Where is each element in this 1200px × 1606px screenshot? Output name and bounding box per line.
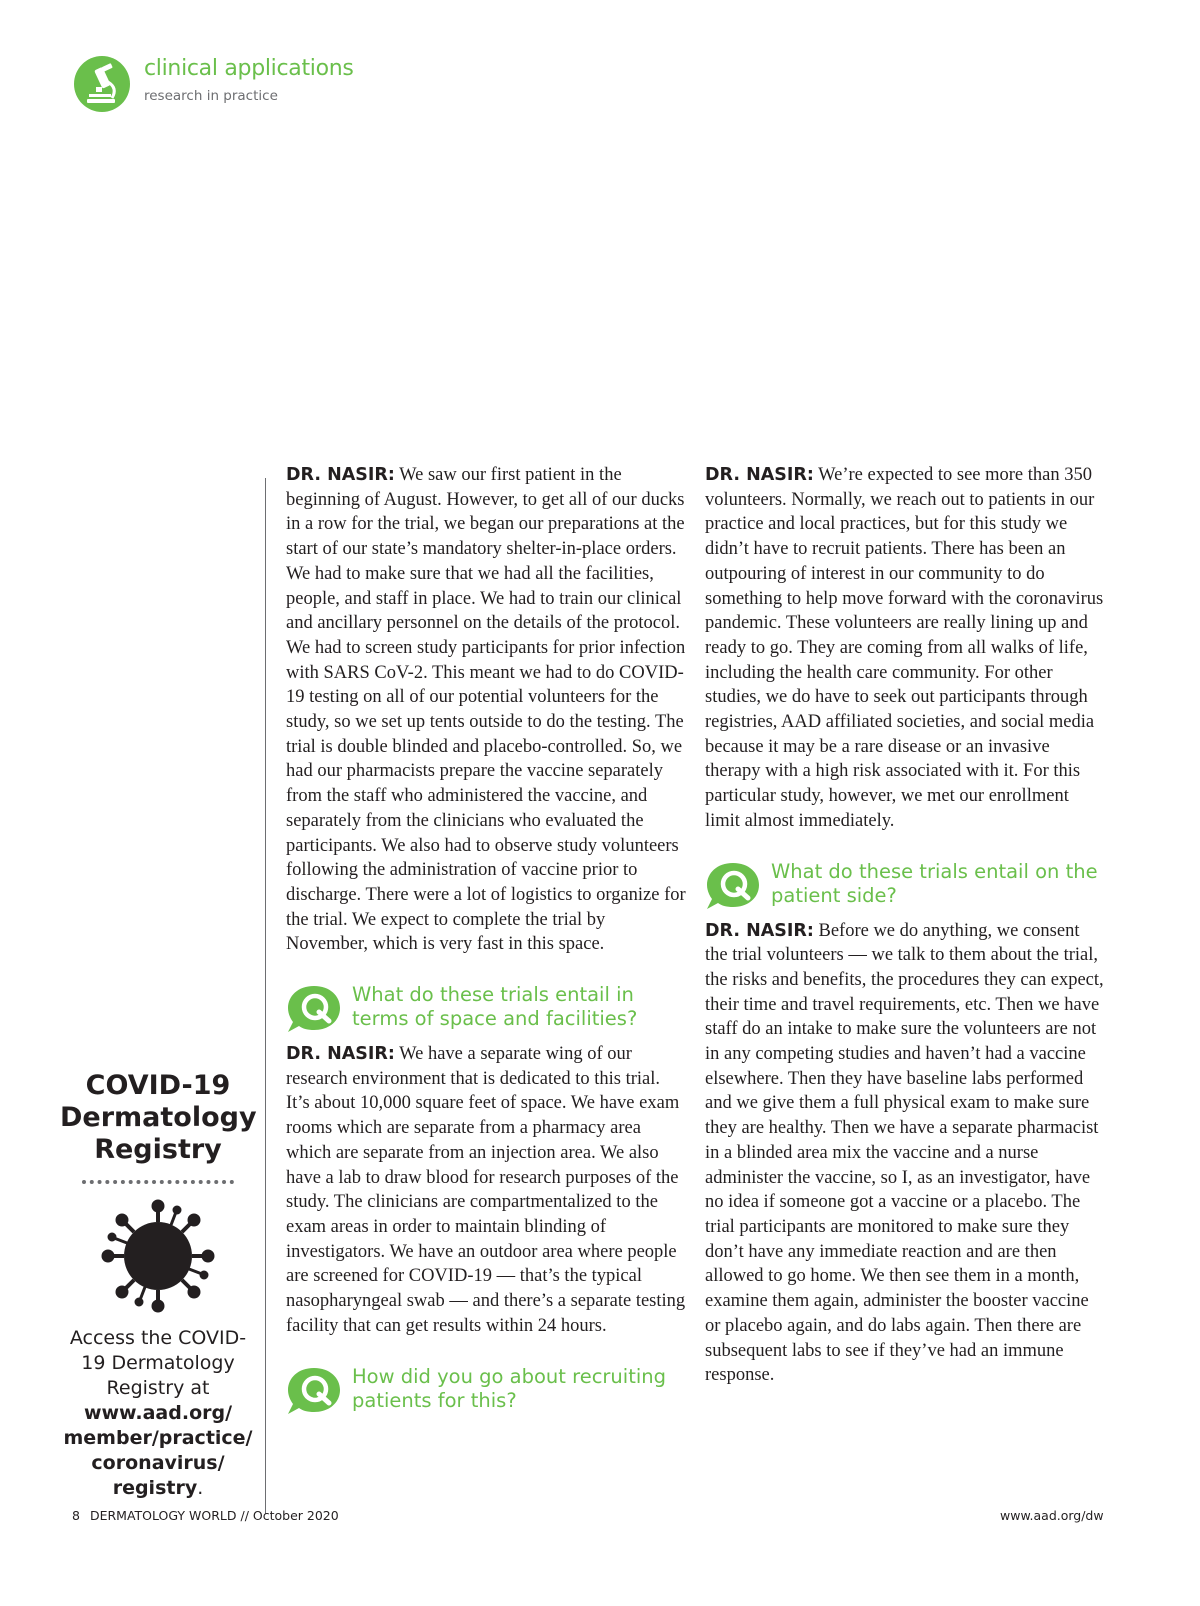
q-bubble-icon: [286, 1366, 342, 1416]
question-text: How did you go about recruiting patients for this?: [352, 1364, 667, 1412]
question-heading: [286, 1365, 686, 1416]
q-bubble-icon: [705, 861, 761, 911]
footer-publication: [72, 1508, 339, 1523]
registry-link-text[interactable]: registry: [112, 1477, 198, 1499]
article-paragraph: [286, 463, 686, 957]
sidebar-text-line: 19 Dermatology: [81, 1352, 235, 1374]
publication-name: DERMATOLOGY WORLD // October 2020: [89, 1508, 339, 1523]
question-text: What do these trials entail in terms of space and facilities?: [352, 983, 638, 1031]
footer-website[interactable]: www.aad.org/dw: [1000, 1508, 1104, 1523]
speaker-label: DR. NASIR:: [286, 1044, 395, 1065]
section-subtitle: research in practice: [144, 88, 278, 104]
section-title: clinical applications: [144, 56, 354, 81]
article-paragraph: [705, 919, 1105, 1388]
sidebar-text: [60, 1326, 256, 1501]
microscope-icon: [74, 56, 130, 112]
page-number: 8: [72, 1508, 80, 1523]
question-heading: [705, 860, 1105, 911]
link-period: .: [197, 1477, 204, 1499]
sidebar-text-line: Registry at: [106, 1377, 210, 1399]
coronavirus-icon: [98, 1198, 218, 1314]
registry-link-line[interactable]: member/practice/: [63, 1427, 253, 1449]
sidebar-title: [60, 1070, 256, 1166]
question-text: What do these trials entail on the patient side?: [771, 859, 1098, 907]
column-divider: [265, 478, 266, 1514]
speaker-label: DR. NASIR:: [705, 465, 814, 485]
sidebar-title-line: COVID-19: [85, 1070, 231, 1101]
article-paragraph: [705, 463, 1105, 834]
paragraph-text: Before we do anything, we consent the trial volunteers — we talk to them about the trial, the risks and benefits, the procedures they can expect, their time and travel requirements, etc. Then we have staff do an intake to make sure the volunteers are not in any competing studies and haven’t had a vaccine elsewhere. Then they have baseline labs performed and we give them a full physical exam to make sure they are healthy. Then we have a separate pharmacist in a blinded area mix the vaccine and a nurse administer the vaccine, so I, as an investigator, have no idea if someone got a vaccine or a placebo. The trial participants are monitored to make sure they don’t have any immediate reaction and are then allowed to go home. We then see them in a month, examine them again, administer the booster vaccine or placebo again, and do labs again. Then there are subsequent labs to see if they’ve had an immune response.: [705, 920, 1104, 1386]
sidebar-text-line: Access the COVID-: [69, 1327, 247, 1349]
paragraph-text: We have a separate wing of our research environment that is dedicated to this trial. It’s about 10,000 square feet of space. We have exam rooms which are separate from a pharmacy area which are separate from an injection area. We also have a lab to draw blood for research purposes of the study. The clinicians are compartmentalized to the exam areas in order to maintain blinding of investigators. We have an outdoor area where people are screened for COVID-19 — that’s the typical nasopharyngeal swab — and there’s a separate testing facility that can get results within 24 hours.: [286, 1044, 686, 1336]
sidebar-title-line: Dermatology: [60, 1102, 257, 1133]
q-bubble-icon: [286, 984, 342, 1034]
paragraph-text: We’re expected to see more than 350 volunteers. Normally, we reach out to patients in our practice and local practices, but for this study we didn’t have to recruit patients. There has been an outpouring of interest in our community to do something to help move forward with the coronavirus pandemic. These volunteers are really lining up and ready to go. They are coming from all walks of life, including the health care community. For other studies, we do have to seek out participants through registries, AAD affiliated societies, and social media because it may be a rare disease or an invasive therapy with a high risk associated with it. For this particular study, however, we met our enrollment limit almost immediately.: [705, 465, 1104, 831]
speaker-label: DR. NASIR:: [286, 465, 395, 485]
paragraph-text: We saw our first patient in the beginning of August. However, to get all of our ducks in a row for the trial, we began our preparations at the start of our state’s mandatory shelter-in-place orders. We had to make sure that we had all the facilities, people, and staff in place. We had to train our clinical and ancillary personnel on the details of the protocol. We had to screen study participants for prior infection with SARS CoV-2. This meant we had to do COVID-19 testing on all of our potential volunteers for the study, so we set up tents outside to do the testing. The trial is double blinded and placebo-controlled. So, we had our pharmacists prepare the vaccine separately from the staff who administered the vaccine, and separately from the clinicians who evaluated the participants. We also had to observe study volunteers following the administration of vaccine prior to discharge. There were a lot of logistics to organize for the trial. We expect to complete the trial by November, which is very fast in this space.: [286, 465, 686, 955]
speaker-label: DR. NASIR:: [705, 920, 814, 941]
article-column-2: [705, 463, 1105, 1388]
question-heading: [286, 983, 686, 1034]
registry-link-line[interactable]: [60, 1476, 256, 1501]
sidebar-title-line: Registry: [94, 1134, 222, 1165]
registry-link[interactable]: [60, 1401, 256, 1501]
registry-sidebar: [60, 1070, 256, 1501]
registry-link-line[interactable]: coronavirus/: [91, 1452, 225, 1474]
article-column-1: [286, 463, 686, 1424]
article-paragraph: [286, 1042, 686, 1338]
registry-link-line[interactable]: www.aad.org/: [83, 1402, 233, 1424]
dotted-divider: [82, 1180, 234, 1184]
